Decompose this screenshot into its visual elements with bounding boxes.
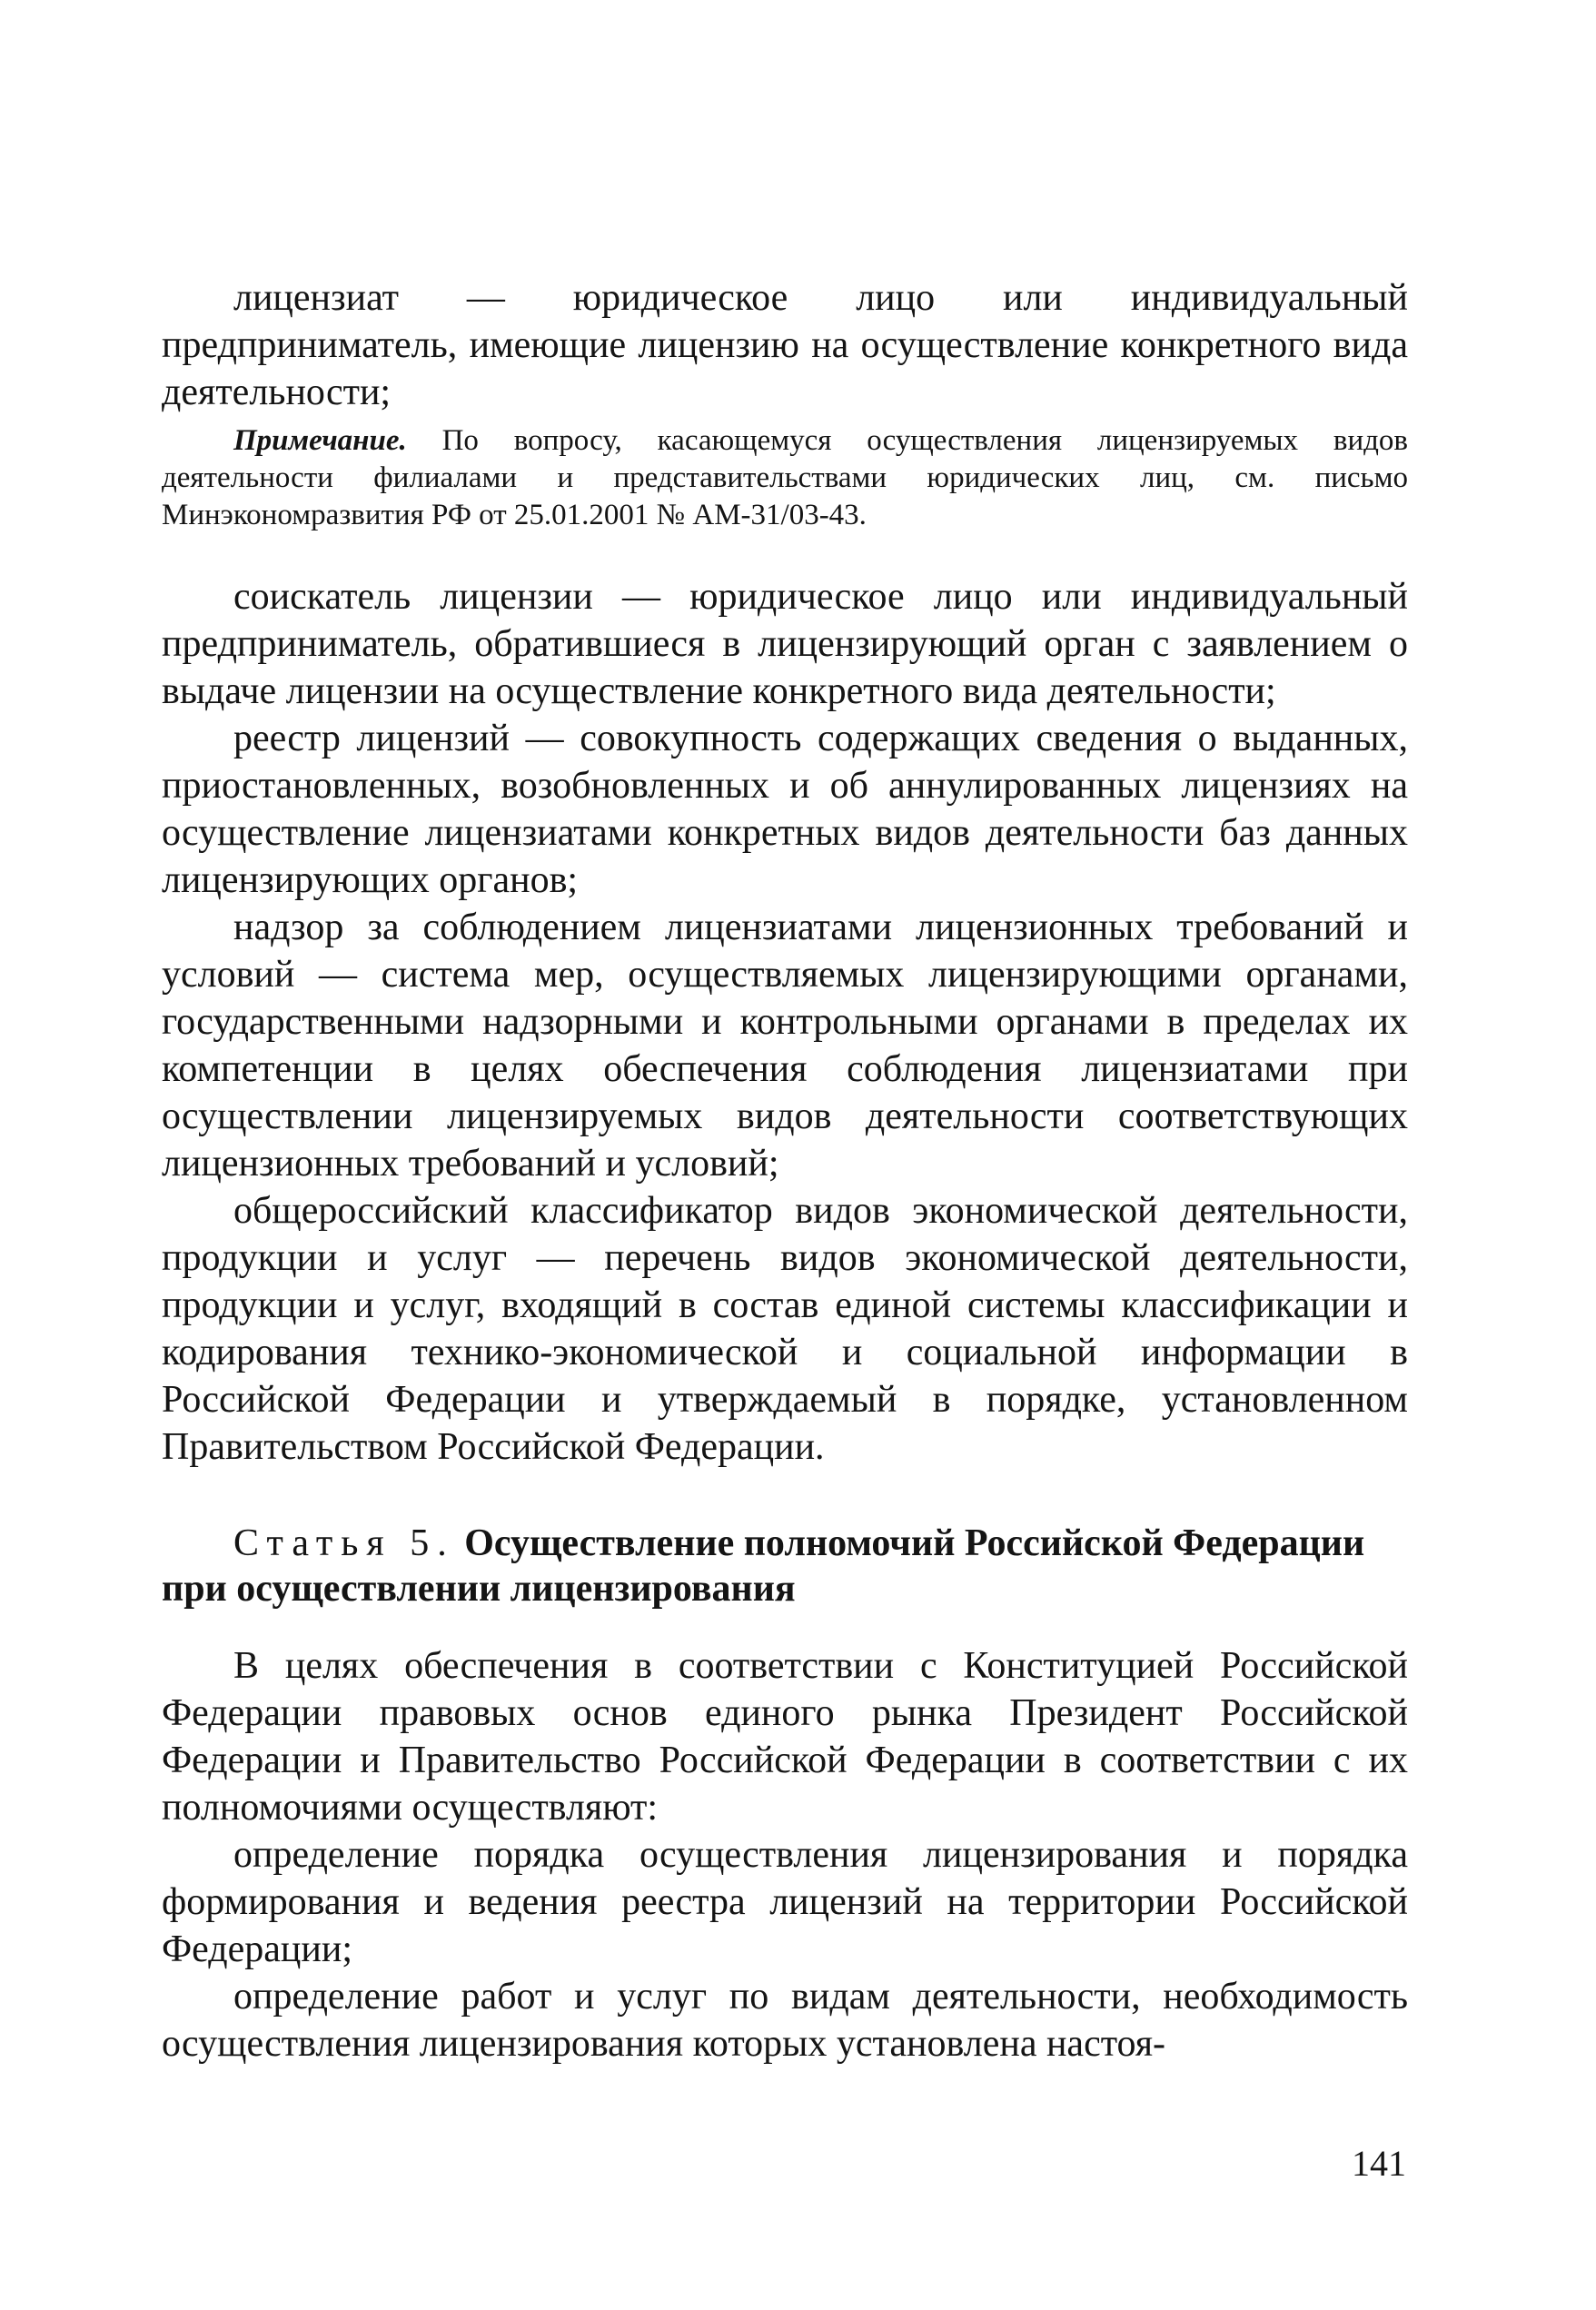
definition-classifier: общероссийский классификатор видов экономической деятельности, продукции и услуг — перечень видов экономической деятельности, продукции и услуг, входящий в состав единой системы классификации и кодирования технико-экономической и социальной информации в Российской Федерации и утверждаемый в порядке, установленном Правительством Российской Федерации.: [162, 1190, 1408, 1468]
note-label: Примечание.: [233, 424, 407, 457]
note-text: По вопросу, касающемуся осуществления лицензируемых видов деятельности филиалами и представительствами юридических лиц, см. письмо Минэкономразвития РФ от 25.01.2001 № АМ-31/03-43.: [162, 424, 1408, 531]
article-body-block: [162, 1642, 1408, 2067]
article-intro: В целях обеспечения в соответствии с Конституцией Российской Федерации правовых основ единого рынка Президент Российской Федерации и Правительство Российской Федерации в соответствии с их полномочиями осуществляют:: [162, 1645, 1408, 1829]
definition-applicant: соискатель лицензии — юридическое лицо или индивидуальный предприниматель, обратившиеся в лицензирующий орган с заявлением о выдаче лицензии на осуществление конкретного вида деятельности;: [162, 576, 1408, 712]
page-number: 141: [1352, 2143, 1406, 2184]
definitions-block: [162, 573, 1408, 1471]
definition-supervision: надзор за соблюдением лицензиатами лицензионных требований и условий — система мер, осуществляемых лицензирующими органами, государственными надзорными и контрольными органами в пределах их компетенции в целях обеспечения соблюдения лицензиатами при осуществлении лицензируемых видов деятельности соответствующих лицензионных требований и условий;: [162, 907, 1408, 1185]
article-title: Осуществление полномочий Российской Федерации при осуществлении лицензирования: [162, 1522, 1365, 1610]
article-item-1: определение порядка осуществления лицензирования и порядка формирования и ведения реестра лицензий на территории Российской Федерации;: [162, 1834, 1408, 1970]
definition-licensee: лицензиат — юридическое лицо или индивидуальный предприниматель, имеющие лицензию на осуществление конкретного вида деятельности;: [162, 277, 1408, 413]
definition-licensee-block: [162, 274, 1408, 416]
definition-registry: реестр лицензий — совокупность содержащих сведения о выданных, приостановленных, возобновленных и об аннулированных лицензиях на осуществление лицензиатами конкретных видов деятельности баз данных лицензирующих органов;: [162, 718, 1408, 901]
note-block: [162, 422, 1408, 534]
article-item-2: определение работ и услуг по видам деятельности, необходимость осуществления лицензирования которых установлена настоя-: [162, 1976, 1408, 2065]
article-heading: [162, 1521, 1408, 1611]
article-number: Статья 5.: [233, 1522, 455, 1564]
